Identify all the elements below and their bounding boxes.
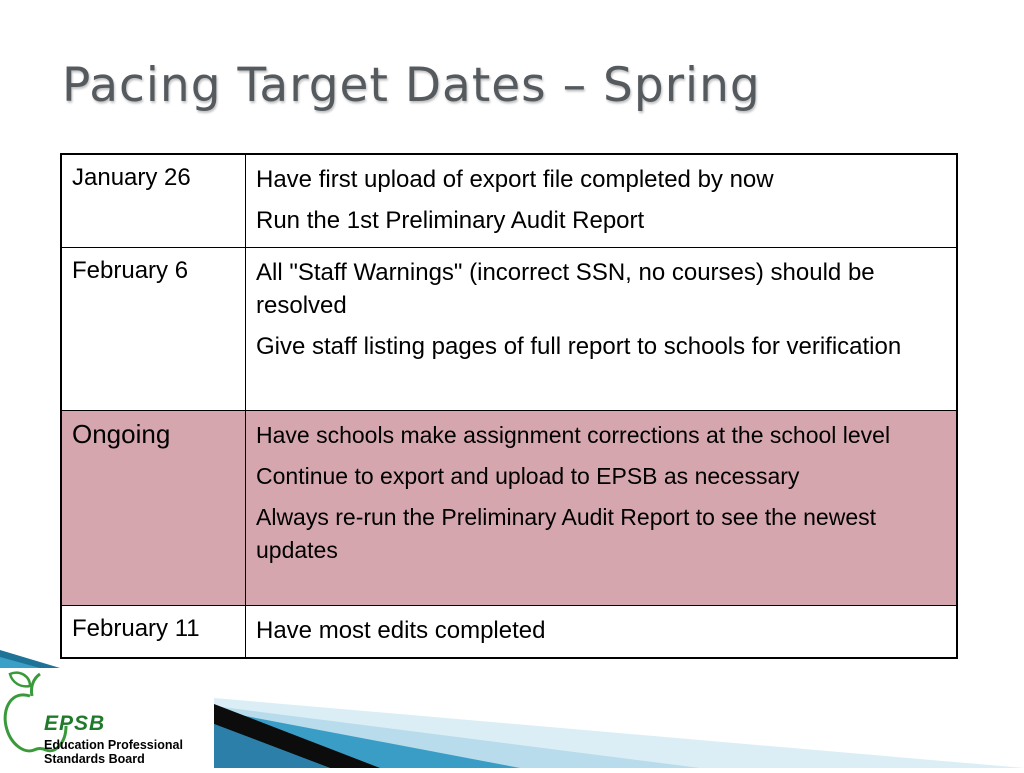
description-line: Give staff listing pages of full report to schools for verification — [256, 333, 902, 360]
description-line: Run the 1st Preliminary Audit Report — [256, 207, 645, 234]
description-line: Always re-run the Preliminary Audit Report to see the newest updates — [256, 504, 877, 563]
date-cell: January 26 — [61, 154, 246, 248]
description-line: Continue to export and upload to EPSB as necessary — [256, 463, 800, 489]
logo-abbreviation: EPSB — [44, 712, 106, 735]
description-cell — [246, 606, 958, 659]
slide-title: Pacing Target Dates – Spring — [62, 58, 761, 113]
logo-name-line: Education Professional — [44, 738, 183, 752]
description-cell — [246, 154, 958, 248]
table-row — [61, 248, 957, 411]
description-line: Have most edits completed — [256, 617, 546, 644]
description-cell — [246, 411, 958, 606]
date-cell: Ongoing — [61, 411, 246, 606]
table-row — [61, 154, 957, 248]
date-cell: February 6 — [61, 248, 246, 411]
table-row-highlighted — [61, 411, 957, 606]
table-row — [61, 606, 957, 659]
date-cell: February 11 — [61, 606, 246, 659]
description-line: All "Staff Warnings" (incorrect SSN, no courses) should be resolved — [256, 259, 875, 319]
description-cell — [246, 248, 958, 411]
pacing-table — [60, 153, 958, 659]
description-line: Have schools make assignment corrections at the school level — [256, 422, 891, 448]
description-line: Have first upload of export file completed by now — [256, 166, 774, 193]
logo-name-line: Standards Board — [44, 752, 145, 766]
logo-organization-name — [44, 738, 183, 766]
